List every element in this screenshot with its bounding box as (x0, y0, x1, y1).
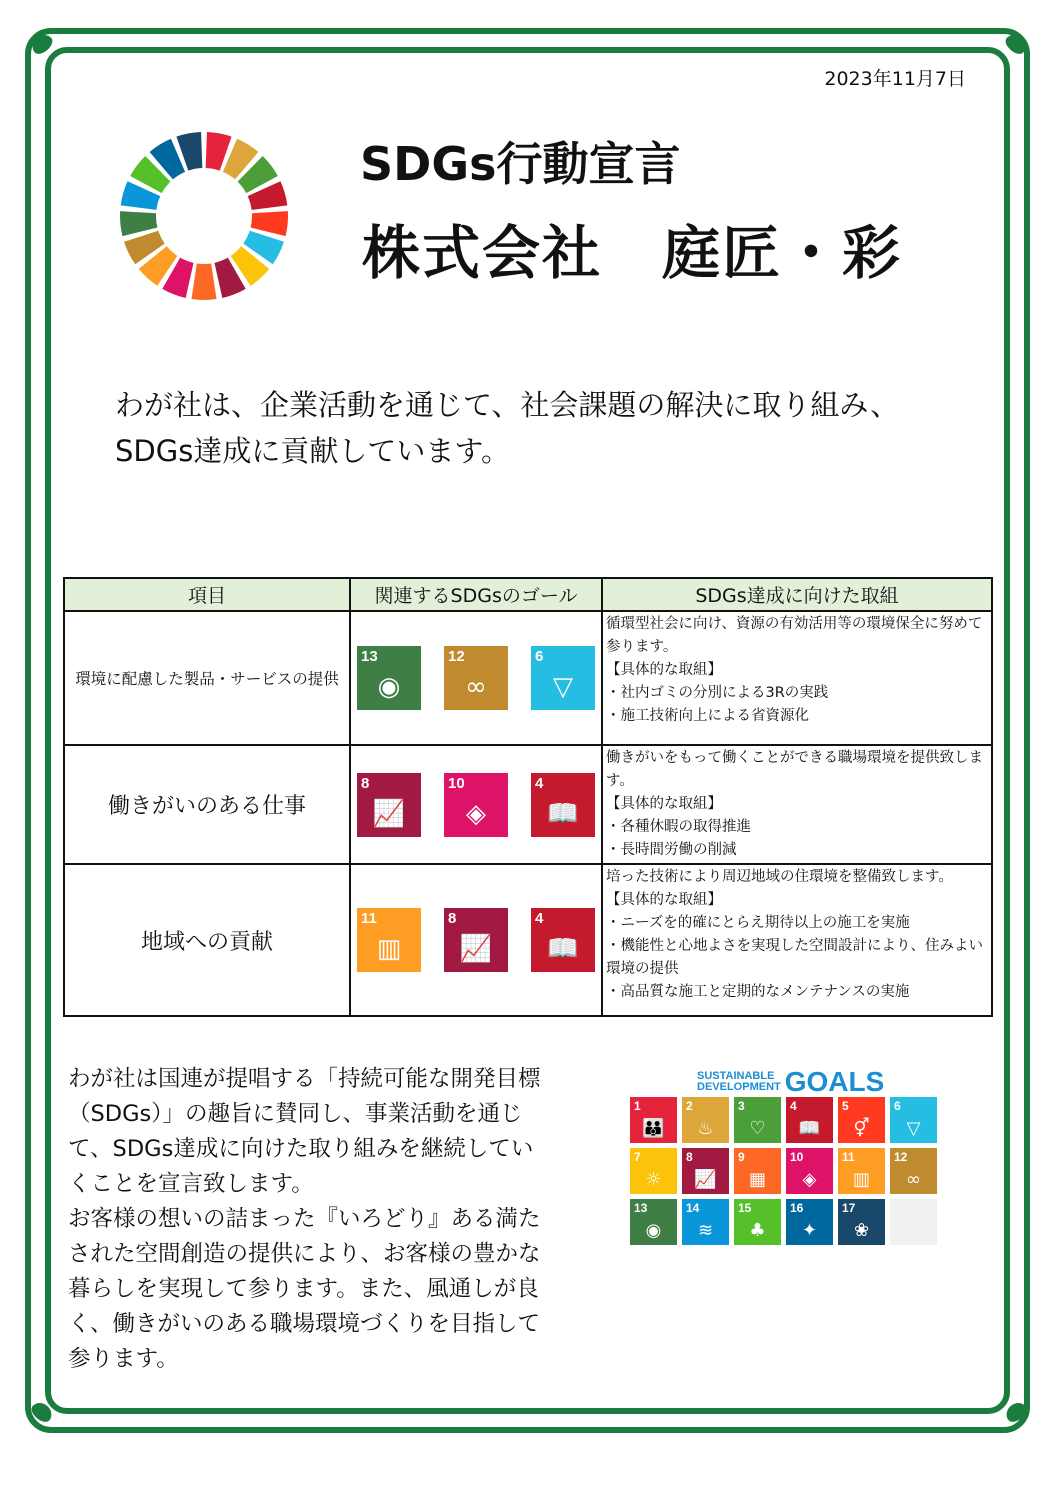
action-line: ・長時間労働の削減 (606, 842, 737, 858)
sdg-goal-17-icon (838, 1199, 885, 1245)
header-item: 項目 (64, 578, 350, 611)
sdg-goal-8-icon (682, 1148, 729, 1194)
goal-glyph-icon: ⚥ (853, 1118, 870, 1139)
goal-glyph-icon: ❀ (853, 1220, 870, 1241)
row-actions (602, 745, 992, 864)
sdg-goal-6-icon (531, 646, 595, 710)
action-line: 【具体的な取組】 (606, 662, 722, 678)
goal-glyph-icon: ◉ (645, 1220, 662, 1241)
sdg-goal-10-icon (444, 773, 508, 837)
goal-number: 16 (790, 1201, 804, 1215)
sdg-goal-11-icon (838, 1148, 885, 1194)
action-line: 培った技術により周辺地域の住環境を整備致します。 (606, 869, 953, 885)
goal-glyph-icon: ♡ (749, 1118, 766, 1139)
action-line: ・ニーズを的確にとらえ期待以上の施工を実施 (606, 915, 910, 931)
sdg-goal-4-icon (531, 908, 595, 972)
goal-number: 13 (361, 648, 378, 665)
goal-number: 11 (361, 910, 377, 927)
goal-number: 13 (634, 1201, 648, 1215)
goal-number: 2 (686, 1099, 693, 1113)
sdg-goal-6-icon (890, 1097, 937, 1143)
goal-glyph-icon: ◉ (377, 672, 401, 702)
sdg-goal-14-icon (682, 1199, 729, 1245)
logo-line: SUSTAINABLE (697, 1070, 775, 1082)
goal-number: 8 (686, 1150, 693, 1164)
goal-glyph-icon: ∞ (465, 672, 487, 702)
goal-number: 11 (842, 1150, 855, 1164)
header-goals: 関連するSDGsのゴール (350, 578, 602, 611)
goal-glyph-icon: ▦ (748, 1169, 766, 1190)
intro-line: わが社は、企業活動を通じて、社会課題の解決に取り組み、 (115, 388, 900, 422)
sustainable-development-goals-logo (697, 1066, 884, 1098)
goal-glyph-icon: ◈ (466, 798, 486, 829)
sdg-goal-7-icon (630, 1148, 677, 1194)
goal-glyph-icon: 📖 (546, 798, 580, 829)
sdg-goal-4-icon (786, 1097, 833, 1143)
table-row (64, 611, 992, 745)
goal-number: 6 (894, 1099, 901, 1113)
goal-number: 4 (535, 774, 544, 792)
sdg-goal-5-icon (838, 1097, 885, 1143)
closing-paragraph: わが社は国連が提唱する「持続可能な開発目標（SDGs）」の趣旨に賛同し、事業活動を通じて、SDGs達成に向けた取り組みを継続していくことを宣言致します。 (68, 1066, 541, 1197)
goal-glyph-icon: 📈 (694, 1169, 717, 1190)
goal-number: 8 (448, 910, 457, 927)
sdgs-table (63, 577, 993, 1017)
goal-glyph-icon: ∞ (906, 1169, 921, 1190)
goal-glyph-icon: ◈ (802, 1169, 817, 1190)
sdg-goal-13-icon (357, 646, 421, 710)
row-item: 環境に配慮した製品・サービスの提供 (64, 611, 350, 745)
action-line: ・機能性と心地よさを実現した空間設計により、住みよい環境の提供 (606, 938, 983, 977)
goal-glyph-icon: ♣ (749, 1220, 766, 1241)
goal-number: 6 (535, 648, 544, 665)
sdg-goals-grid (630, 1097, 937, 1245)
row-actions (602, 611, 992, 745)
intro-text (115, 382, 899, 474)
goal-glyph-icon: ▥ (852, 1169, 870, 1190)
row-goals (350, 611, 602, 745)
sdg-goal-16-icon (786, 1199, 833, 1245)
goal-glyph-icon: ≋ (697, 1220, 714, 1241)
logo-goals-word: GOALS (784, 1066, 885, 1097)
table-row (64, 745, 992, 864)
sdgs-wheel-logo (114, 126, 294, 306)
goal-glyph-icon: ▽ (553, 672, 573, 702)
company-name: 株式会社 庭匠・彩 (362, 219, 903, 287)
closing-statement (68, 1062, 548, 1377)
sdg-goal-11-icon (357, 908, 421, 972)
goal-glyph-icon: 📈 (459, 934, 493, 964)
goal-number: 3 (738, 1099, 745, 1113)
table-header (64, 578, 992, 611)
action-line: 働きがいをもって働くことができる職場環境を提供致します。 (606, 750, 983, 789)
goal-number: 10 (448, 774, 465, 792)
intro-line: SDGs達成に貢献しています。 (115, 434, 511, 468)
closing-paragraph: お客様の想いの詰まった『いろどり』ある満たされた空間創造の提供により、お客様の豊かな暮らしを実現して参ります。また、風通しが良く、働きがいのある職場環境づくりを目指して参ります。 (68, 1206, 541, 1372)
wheel-segment (191, 263, 216, 300)
sdg-goal-12-icon (444, 646, 508, 710)
sdg-goal-15-icon (734, 1199, 781, 1245)
goal-number: 8 (361, 774, 370, 792)
goal-number: 7 (634, 1150, 641, 1164)
goal-number: 5 (842, 1099, 849, 1113)
action-line: 循環型社会に向け、資源の有効活用等の環境保全に努めて参ります。 (606, 616, 983, 655)
goal-number: 12 (448, 648, 465, 665)
goal-number: 10 (790, 1150, 804, 1164)
row-goals (350, 745, 602, 864)
sdg-goal-2-icon (682, 1097, 729, 1143)
table-row (64, 864, 992, 1016)
sdg-goal-8-icon (357, 773, 421, 837)
action-line: ・各種休暇の取得推進 (606, 819, 751, 835)
action-line: ・社内ゴミの分別による3Rの実践 (606, 685, 829, 701)
goal-number: 4 (535, 910, 544, 927)
row-actions (602, 864, 992, 1016)
sdg-goal-9-icon (734, 1148, 781, 1194)
action-line: 【具体的な取組】 (606, 892, 722, 908)
row-item: 地域への貢献 (64, 864, 350, 1016)
goal-glyph-icon: 📖 (798, 1118, 821, 1139)
goal-glyph-icon: ☼ (645, 1169, 662, 1190)
goal-number: 15 (738, 1201, 752, 1215)
goal-glyph-icon: 📈 (372, 798, 406, 829)
goal-number: 12 (894, 1150, 908, 1164)
goal-glyph-icon: ♨ (697, 1118, 714, 1139)
goal-number: 17 (842, 1201, 856, 1215)
row-goals (350, 864, 602, 1016)
action-line: 【具体的な取組】 (606, 796, 722, 812)
sdg-goal-8-icon (444, 908, 508, 972)
header-actions: SDGs達成に向けた取組 (602, 578, 992, 611)
goal-glyph-icon: ▥ (376, 934, 402, 964)
sdg-goal-12-icon (890, 1148, 937, 1194)
date: 2023年11月7日 (824, 68, 966, 90)
wheel-segment (120, 211, 157, 236)
action-line: ・高品質な施工と定期的なメンテナンスの実施 (606, 984, 910, 1000)
goal-glyph-icon: 📖 (546, 934, 580, 964)
goal-number: 4 (790, 1099, 797, 1113)
action-line: ・施工技術向上による省資源化 (606, 708, 809, 724)
row-item: 働きがいのある仕事 (64, 745, 350, 864)
page-title: SDGs行動宣言 (360, 137, 681, 191)
goal-glyph-icon: ▽ (906, 1118, 921, 1139)
goal-number: 14 (686, 1201, 700, 1215)
goal-number: 1 (634, 1099, 641, 1113)
goal-glyph-icon: 👪 (642, 1118, 665, 1139)
goal-glyph-icon: ✦ (801, 1220, 818, 1241)
sdg-goal-10-icon (786, 1148, 833, 1194)
sdg-goal-4-icon (531, 773, 595, 837)
logo-line: DEVELOPMENT (697, 1081, 781, 1093)
sdg-goal-13-icon (630, 1199, 677, 1245)
wheel-segment (251, 211, 288, 236)
sdg-goal-1-icon (630, 1097, 677, 1143)
goal-number: 9 (738, 1150, 745, 1164)
sdgs-wheel-tile (890, 1199, 937, 1245)
sdg-goal-3-icon (734, 1097, 781, 1143)
